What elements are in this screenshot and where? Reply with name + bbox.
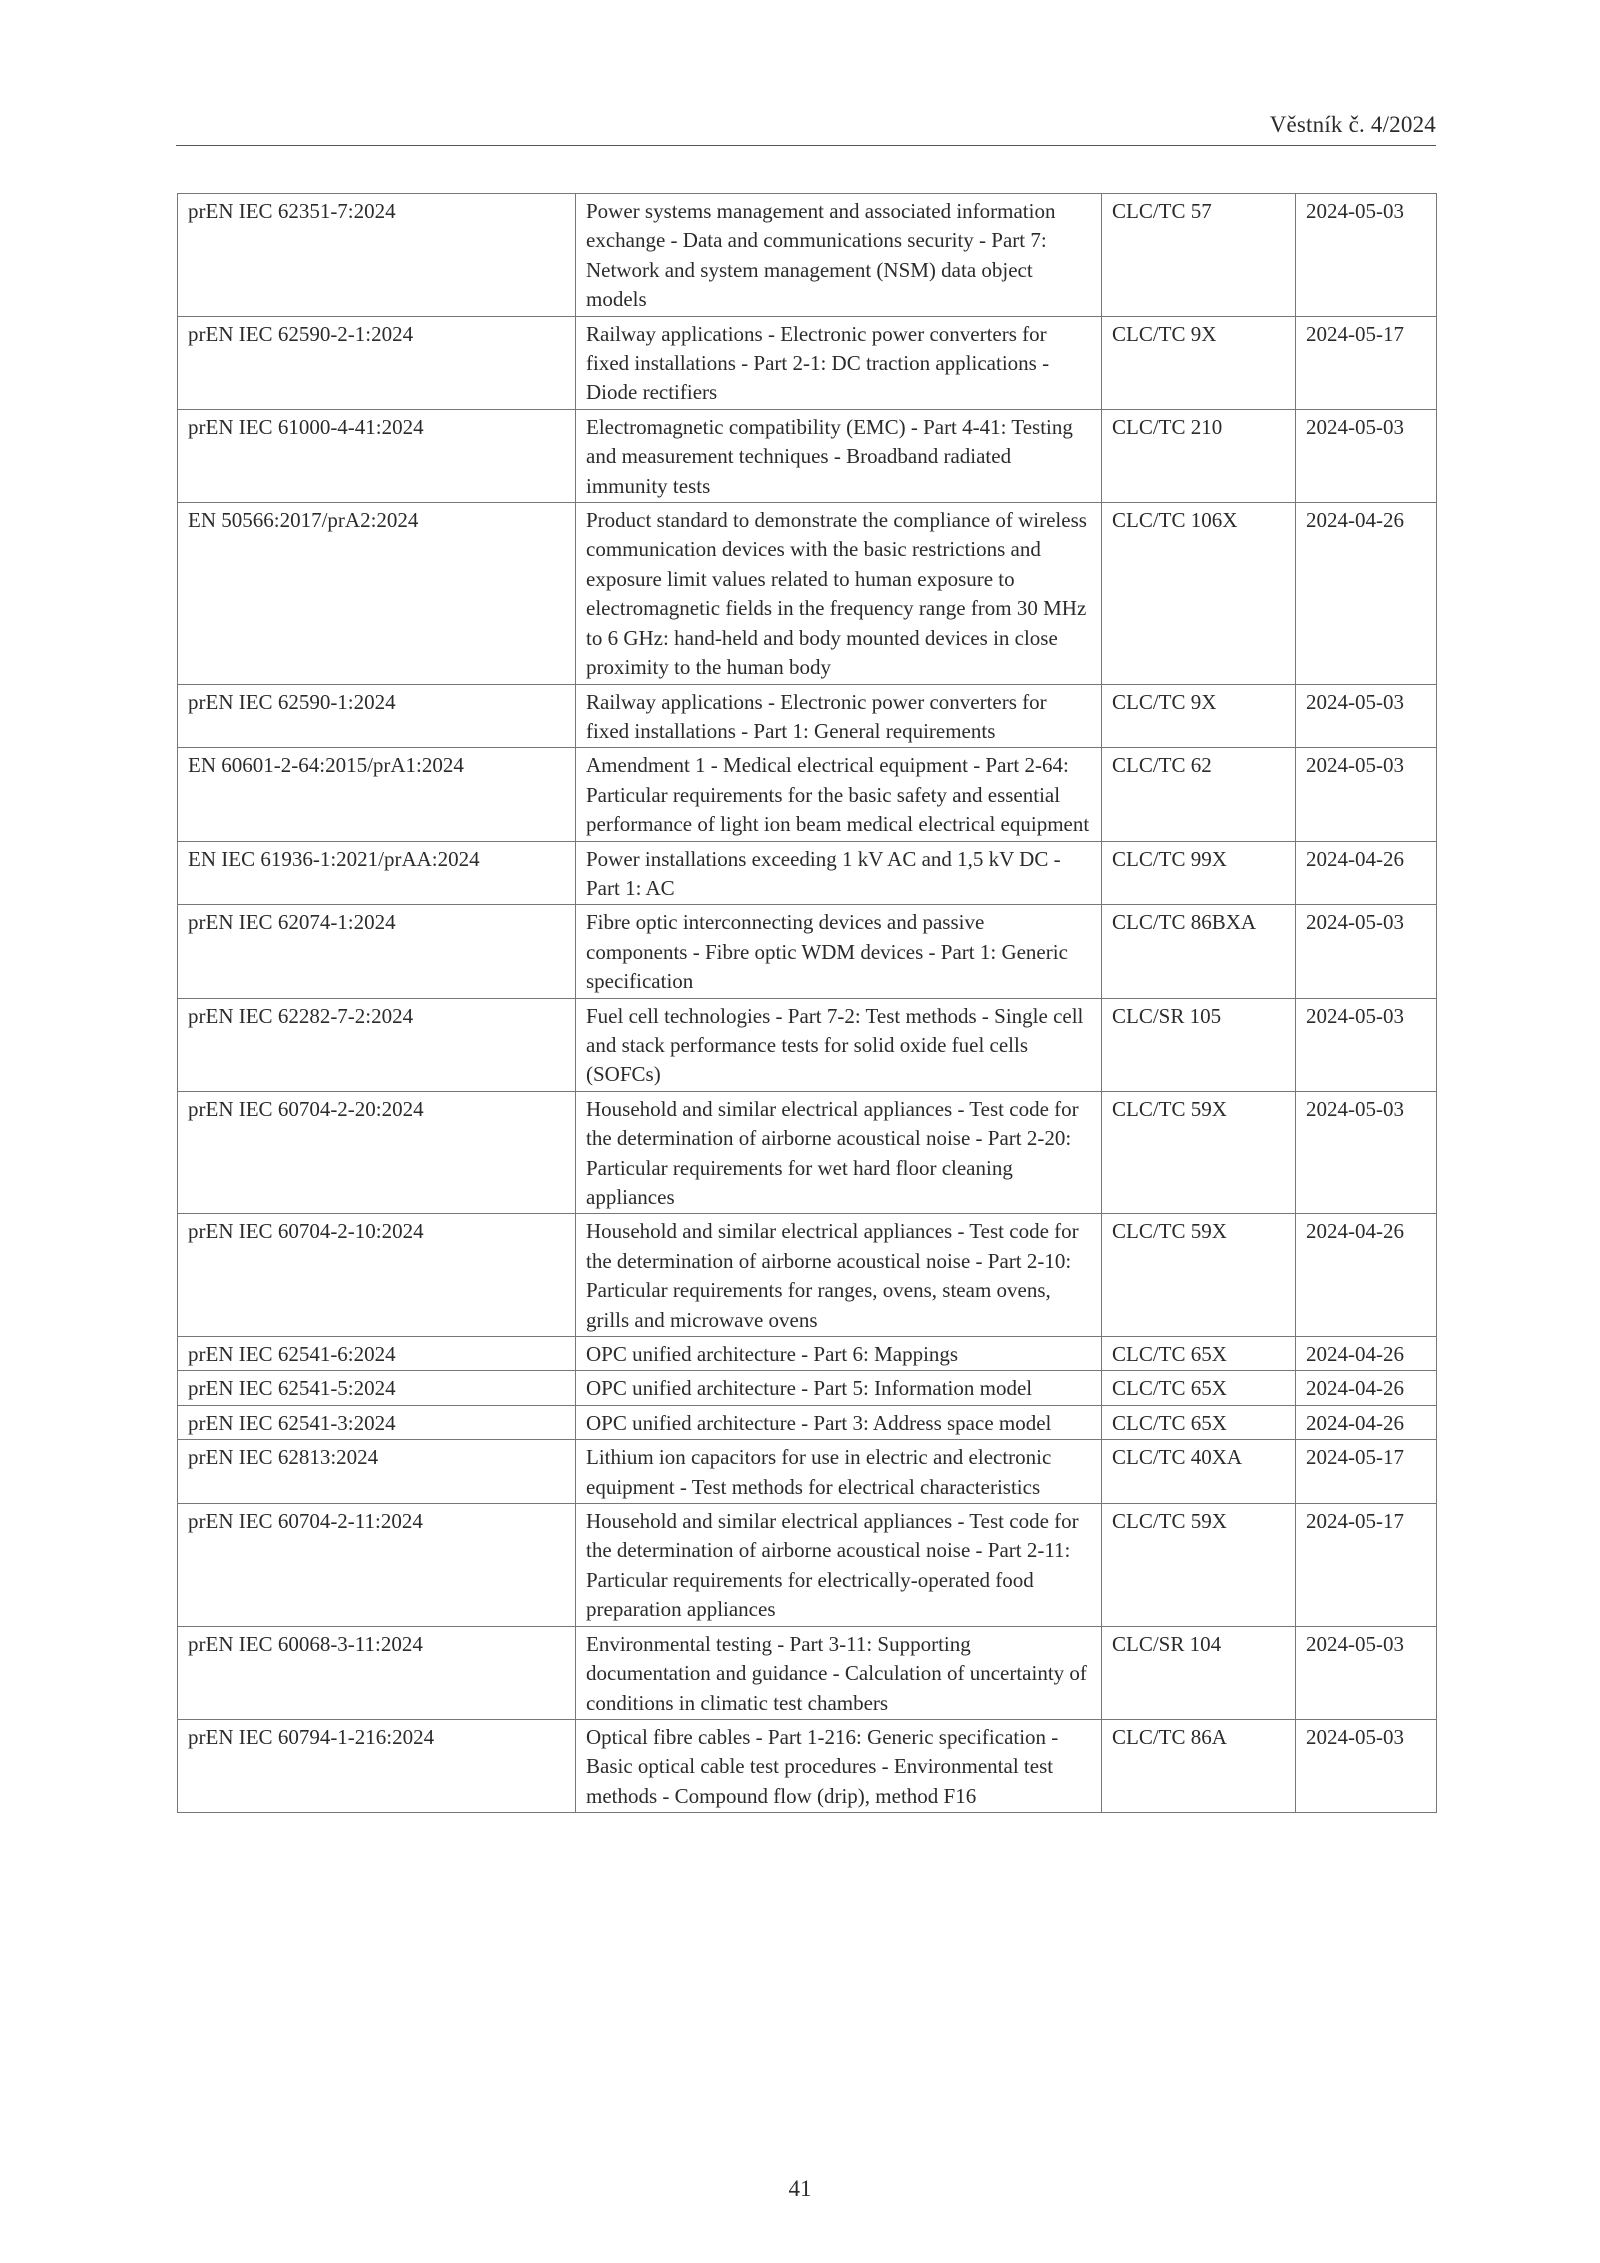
table-row (178, 841, 1437, 905)
standard-code-cell: prEN IEC 60068-3-11:2024 (178, 1626, 576, 1719)
committee-cell: CLC/TC 86BXA (1102, 905, 1296, 998)
standard-code-cell: prEN IEC 60704-2-20:2024 (178, 1091, 576, 1214)
standard-title-cell: Railway applications - Electronic power converters for fixed installations - Part 2-1: DC traction applications - Diode rectifiers (576, 316, 1102, 409)
deadline-date-cell: 2024-05-03 (1296, 998, 1437, 1091)
committee-cell: CLC/TC 59X (1102, 1504, 1296, 1627)
committee-cell: CLC/TC 210 (1102, 409, 1296, 502)
table-row (178, 503, 1437, 684)
deadline-date-cell: 2024-05-03 (1296, 409, 1437, 502)
standard-code-cell: prEN IEC 62541-6:2024 (178, 1337, 576, 1371)
standard-code-cell: prEN IEC 60704-2-11:2024 (178, 1504, 576, 1627)
standard-title-cell: Railway applications - Electronic power converters for fixed installations - Part 1: General requirements (576, 684, 1102, 748)
table-row (178, 194, 1437, 317)
deadline-date-cell: 2024-05-03 (1296, 1719, 1437, 1812)
deadline-date-cell: 2024-05-03 (1296, 194, 1437, 317)
standards-table-body (178, 194, 1437, 1813)
committee-cell: CLC/TC 9X (1102, 684, 1296, 748)
standard-title-cell: Fibre optic interconnecting devices and passive components - Fibre optic WDM devices - Part 1: Generic specification (576, 905, 1102, 998)
deadline-date-cell: 2024-04-26 (1296, 1371, 1437, 1405)
committee-cell: CLC/SR 104 (1102, 1626, 1296, 1719)
deadline-date-cell: 2024-05-03 (1296, 1091, 1437, 1214)
standard-code-cell: EN 50566:2017/prA2:2024 (178, 503, 576, 684)
standard-code-cell: prEN IEC 60704-2-10:2024 (178, 1214, 576, 1337)
table-row (178, 1440, 1437, 1504)
bulletin-title: Věstník č. 4/2024 (1269, 112, 1436, 137)
standard-title-cell: Household and similar electrical appliances - Test code for the determination of airborne acoustical noise - Part 2-10: Particular requirements for ranges, ovens, steam ovens, grills and microwave ovens (576, 1214, 1102, 1337)
table-row (178, 1626, 1437, 1719)
standard-title-cell: Product standard to demonstrate the compliance of wireless communication devices with the basic restrictions and exposure limit values related to human exposure to electromagnetic fields in the frequency range from 30 MHz to 6 GHz: hand-held and body mounted devices in close proximity to the human body (576, 503, 1102, 684)
standard-title-cell: Household and similar electrical appliances - Test code for the determination of airborne acoustical noise - Part 2-20: Particular requirements for wet hard floor cleaning appliances (576, 1091, 1102, 1214)
standard-title-cell: Power systems management and associated information exchange - Data and communications security - Part 7: Network and system management (NSM) data object models (576, 194, 1102, 317)
page-number: 41 (788, 2176, 812, 2201)
deadline-date-cell: 2024-04-26 (1296, 1214, 1437, 1337)
standard-title-cell: OPC unified architecture - Part 6: Mappings (576, 1337, 1102, 1371)
standard-title-cell: OPC unified architecture - Part 5: Information model (576, 1371, 1102, 1405)
committee-cell: CLC/SR 105 (1102, 998, 1296, 1091)
standard-code-cell: prEN IEC 61000-4-41:2024 (178, 409, 576, 502)
standard-code-cell: prEN IEC 62813:2024 (178, 1440, 576, 1504)
deadline-date-cell: 2024-04-26 (1296, 841, 1437, 905)
committee-cell: CLC/TC 59X (1102, 1214, 1296, 1337)
standard-title-cell: Lithium ion capacitors for use in electric and electronic equipment - Test methods for electrical characteristics (576, 1440, 1102, 1504)
committee-cell: CLC/TC 86A (1102, 1719, 1296, 1812)
standard-code-cell: EN 60601-2-64:2015/prA1:2024 (178, 748, 576, 841)
standard-code-cell: prEN IEC 62541-3:2024 (178, 1405, 576, 1439)
table-row (178, 1214, 1437, 1337)
deadline-date-cell: 2024-04-26 (1296, 1337, 1437, 1371)
standard-code-cell: prEN IEC 62590-2-1:2024 (178, 316, 576, 409)
standard-title-cell: Power installations exceeding 1 kV AC and 1,5 kV DC - Part 1: AC (576, 841, 1102, 905)
standard-title-cell: Environmental testing - Part 3-11: Supporting documentation and guidance - Calculation of uncertainty of conditions in climatic test chambers (576, 1626, 1102, 1719)
committee-cell: CLC/TC 65X (1102, 1337, 1296, 1371)
standard-title-cell: Electromagnetic compatibility (EMC) - Part 4-41: Testing and measurement techniques - Broadband radiated immunity tests (576, 409, 1102, 502)
table-row (178, 1504, 1437, 1627)
deadline-date-cell: 2024-05-03 (1296, 748, 1437, 841)
deadline-date-cell: 2024-04-26 (1296, 1405, 1437, 1439)
table-row (178, 1405, 1437, 1439)
deadline-date-cell: 2024-04-26 (1296, 503, 1437, 684)
standards-table (177, 193, 1437, 1813)
standard-title-cell: OPC unified architecture - Part 3: Address space model (576, 1405, 1102, 1439)
page-header (176, 108, 1436, 146)
standard-code-cell: prEN IEC 60794-1-216:2024 (178, 1719, 576, 1812)
standard-title-cell: Household and similar electrical appliances - Test code for the determination of airborne acoustical noise - Part 2-11: Particular requirements for electrically-operated food preparation appliances (576, 1504, 1102, 1627)
committee-cell: CLC/TC 40XA (1102, 1440, 1296, 1504)
table-row (178, 1371, 1437, 1405)
standard-code-cell: prEN IEC 62282-7-2:2024 (178, 998, 576, 1091)
standard-code-cell: prEN IEC 62074-1:2024 (178, 905, 576, 998)
committee-cell: CLC/TC 62 (1102, 748, 1296, 841)
committee-cell: CLC/TC 9X (1102, 316, 1296, 409)
table-row (178, 1091, 1437, 1214)
committee-cell: CLC/TC 65X (1102, 1405, 1296, 1439)
standard-title-cell: Optical fibre cables - Part 1-216: Generic specification - Basic optical cable test procedures - Environmental test methods - Compound flow (drip), method F16 (576, 1719, 1102, 1812)
standard-code-cell: prEN IEC 62541-5:2024 (178, 1371, 576, 1405)
committee-cell: CLC/TC 57 (1102, 194, 1296, 317)
standard-title-cell: Fuel cell technologies - Part 7-2: Test methods - Single cell and stack performance tests for solid oxide fuel cells (SOFCs) (576, 998, 1102, 1091)
standard-code-cell: prEN IEC 62590-1:2024 (178, 684, 576, 748)
standard-code-cell: prEN IEC 62351-7:2024 (178, 194, 576, 317)
deadline-date-cell: 2024-05-17 (1296, 1440, 1437, 1504)
table-row (178, 748, 1437, 841)
deadline-date-cell: 2024-05-03 (1296, 684, 1437, 748)
deadline-date-cell: 2024-05-03 (1296, 1626, 1437, 1719)
table-row (178, 409, 1437, 502)
table-row (178, 684, 1437, 748)
deadline-date-cell: 2024-05-17 (1296, 316, 1437, 409)
table-row (178, 1719, 1437, 1812)
standard-title-cell: Amendment 1 - Medical electrical equipment - Part 2-64: Particular requirements for the basic safety and essential performance of light ion beam medical electrical equipment (576, 748, 1102, 841)
committee-cell: CLC/TC 59X (1102, 1091, 1296, 1214)
committee-cell: CLC/TC 65X (1102, 1371, 1296, 1405)
table-row (178, 316, 1437, 409)
table-row (178, 905, 1437, 998)
deadline-date-cell: 2024-05-17 (1296, 1504, 1437, 1627)
standard-code-cell: EN IEC 61936-1:2021/prAA:2024 (178, 841, 576, 905)
committee-cell: CLC/TC 99X (1102, 841, 1296, 905)
table-row (178, 1337, 1437, 1371)
committee-cell: CLC/TC 106X (1102, 503, 1296, 684)
deadline-date-cell: 2024-05-03 (1296, 905, 1437, 998)
table-row (178, 998, 1437, 1091)
